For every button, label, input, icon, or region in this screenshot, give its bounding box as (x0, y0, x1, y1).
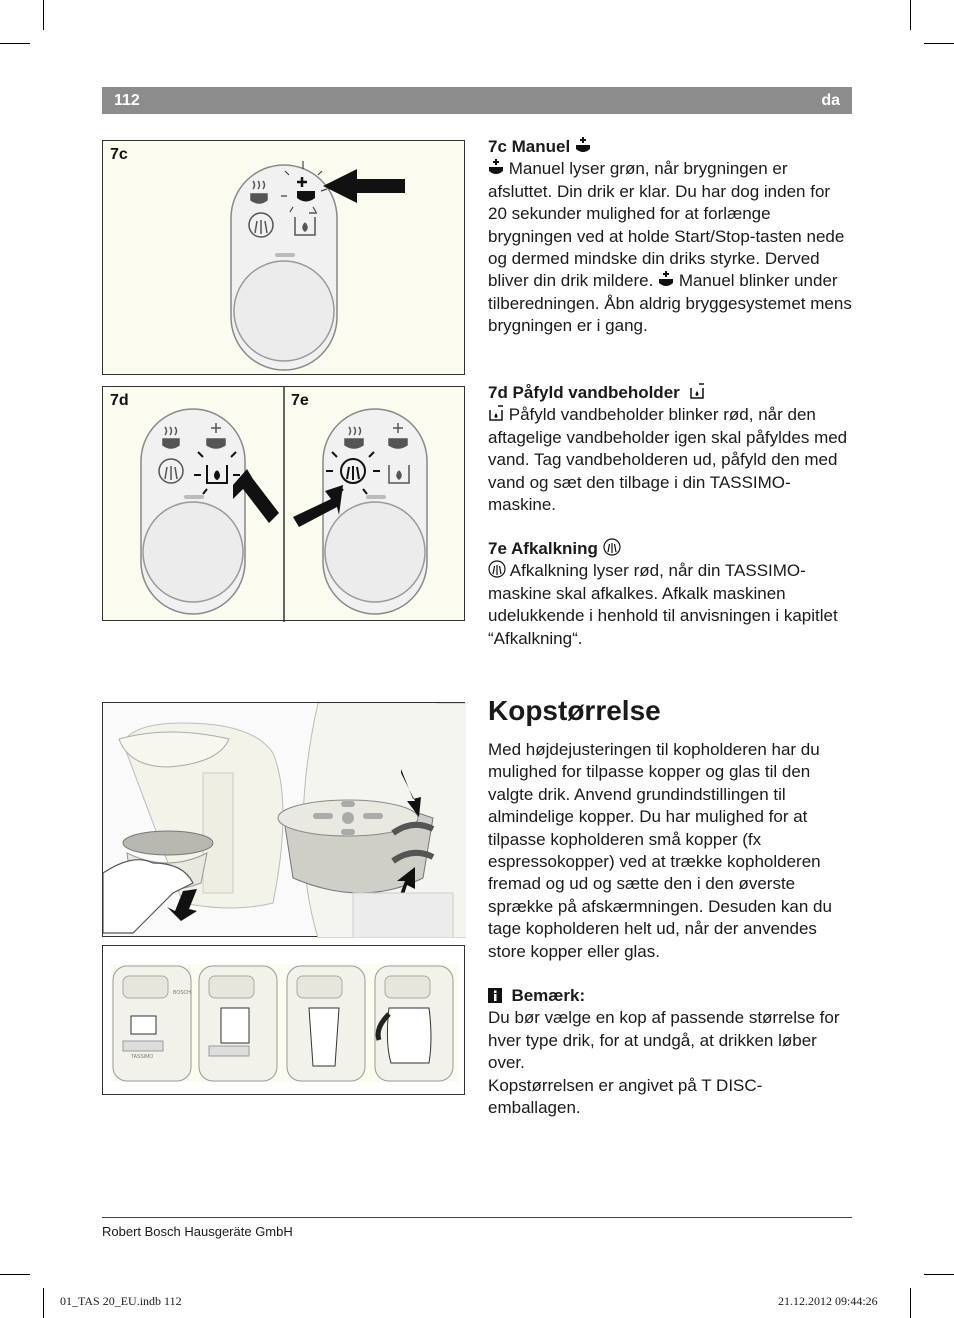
crop-mark (924, 1274, 954, 1275)
print-slug-file: 01_TAS 20_EU.indb 112 (60, 1294, 182, 1308)
machine-product-label: TASSIMO (131, 1054, 154, 1060)
manual-cup-icon (575, 136, 591, 154)
pointer-arrow (323, 169, 405, 203)
note-body: Du bør vælge en kop af passende størrelse for hver type drik, for at undgå, at drikken løber over. (488, 1008, 840, 1073)
page-header-bar (102, 87, 852, 114)
section-body: Afkalkning lyser rød, når din TASSIMO-maskine skal afkalkes. Afkalk maskinen udelukkende i henhold til anvisningen i kapitlet “Afkalkning“. (488, 561, 838, 648)
note-body-2: Kopstørrelsen er angivet på T DISC-emballagen. (488, 1075, 763, 1118)
manual-cup-icon (658, 270, 674, 288)
machine-small-cup (113, 966, 191, 1081)
section-body: Påfyld vandbeholder blinker rød, når den aftagelige vandbeholder igen skal påfyldes med vand. Tag vandbeholderen ud, påfyld den med vand og sæt den tilbage i din TASSIMO-maskine. (488, 405, 848, 515)
water-tank-icon (488, 404, 504, 422)
descale-icon (488, 560, 506, 578)
kop-section (488, 739, 852, 1120)
language-code: da (821, 92, 840, 109)
print-slug-date: 21.12.2012 09:44:26 (778, 1294, 878, 1308)
figure-cup-holder (102, 702, 465, 937)
page-number: 112 (114, 92, 140, 109)
figure-label: 7d (110, 392, 129, 409)
section-body: Manuel lyser grøn, når brygningen er afsluttet. Din drik er klar. Du har dog inden for 20 sekunder mulighed for at forlænge brygningen ved at holde Start/Stop-tasten nede og dermed mindske din driks styrke. Derved bliver din drik mildere. Manuel blinker under tilberedningen. Åbn aldrig bryggesystemet mens brygningen er i gang. (488, 159, 852, 336)
manual-cup-icon (488, 158, 504, 176)
control-panels-illustration (103, 387, 466, 622)
section-heading: 7d Påfyld vandbeholder (488, 382, 852, 404)
note-heading: Bemærk: (488, 985, 852, 1007)
section-7d (488, 382, 852, 516)
section-7c (488, 136, 852, 338)
crop-mark (43, 1288, 44, 1318)
figure-7d-7e (102, 386, 465, 621)
footer-company: Robert Bosch Hausgeräte GmbH (102, 1224, 293, 1239)
water-tank-icon (689, 382, 705, 400)
figure-label: 7c (110, 146, 128, 163)
crop-mark (910, 0, 911, 30)
figure-cup-sizes (102, 945, 465, 1095)
section-7e (488, 538, 852, 650)
cup-holder-illustration (103, 703, 466, 938)
section-heading: 7e Afkalkning (488, 538, 852, 560)
descale-icon (603, 538, 621, 556)
figure-7c (102, 140, 465, 375)
cup-sizes-illustration (103, 946, 466, 1096)
crop-mark (0, 43, 30, 44)
info-icon (488, 988, 502, 1003)
footer-divider (102, 1217, 852, 1218)
machine-jug (375, 966, 453, 1081)
section-heading: 7c Manuel (488, 136, 852, 158)
machine-glass (287, 966, 365, 1081)
section-body: Med højdejusteringen til kopholderen har du mulighed for tilpasse kopper og glas til den valgte drik. Anvend grundindstillingen til almindelige kopper. Du har mulighed for at tilpasse kopholderen små kopper (fx espressokopper) ved at trække kopholderen fremad og ud og sætte den i den øverste sprække på afskærmningen. Desuden kan du tage kopholderen helt ud, når der anvendes store kopper eller glas. (488, 740, 832, 961)
crop-mark (924, 43, 954, 44)
control-panel-illustration (103, 141, 466, 376)
section-title: Kopstørrelse (488, 695, 661, 726)
crop-mark (0, 1274, 30, 1275)
crop-mark (910, 1288, 911, 1318)
figure-label: 7e (291, 392, 309, 409)
machine-brand-label: BOSCH (173, 990, 191, 996)
machine-mug (199, 966, 277, 1081)
crop-mark (43, 0, 44, 30)
